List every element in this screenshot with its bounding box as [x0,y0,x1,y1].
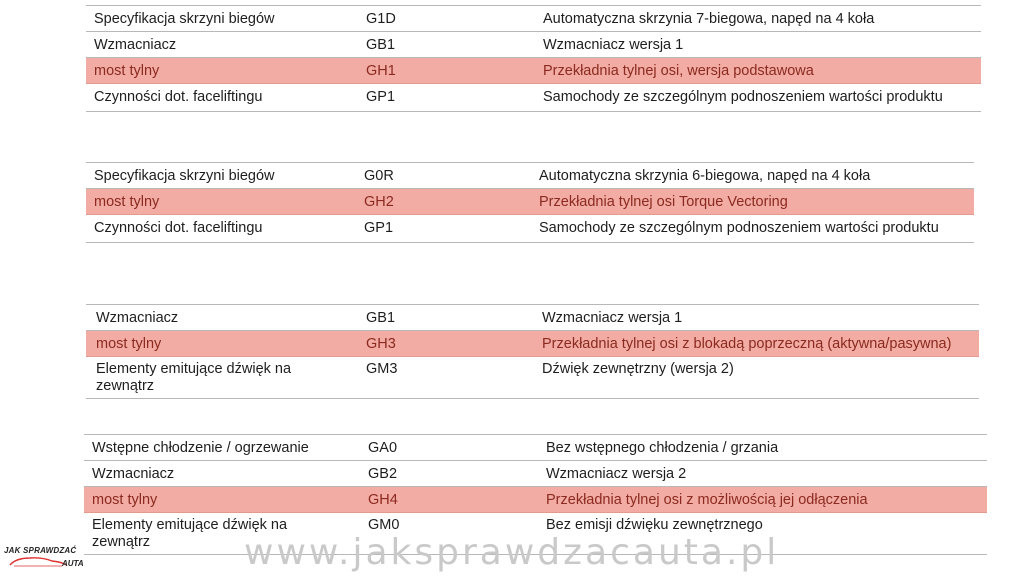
row-description: Samochody ze szczególnym podnoszeniem wartości produktu [543,89,943,105]
watermark-url: www.jaksprawdzacauta.pl [244,532,780,573]
table-row [86,6,981,32]
row-code: GB1 [366,37,396,53]
row-code: GH4 [368,492,398,508]
row-category: most tylny [94,63,160,79]
table-row-highlighted [84,487,987,513]
row-description: Przekładnia tylnej osi Torque Vectoring [539,194,788,210]
row-description: Bez emisji dźwięku zewnętrznego [546,517,763,533]
table-row [86,163,974,189]
row-description: Wzmacniacz wersja 1 [543,37,684,53]
row-code: GB1 [366,310,396,326]
row-code: GM3 [366,361,398,377]
row-code: G1D [366,11,396,27]
table-row [86,215,974,243]
row-description: Przekładnia tylnej osi, wersja podstawowa [543,63,814,79]
row-code: G0R [364,168,394,184]
row-code: GH1 [366,63,396,79]
table-row [84,461,987,487]
table-row [86,357,979,399]
row-category: Wstępne chłodzenie / ogrzewanie [92,440,309,456]
row-category: Wzmacniacz [92,466,175,482]
row-category: Wzmacniacz [96,310,179,326]
row-description: Bez wstępnego chłodzenia / grzania [546,440,779,456]
car-silhouette-icon [8,554,68,568]
row-description: Wzmacniacz wersja 2 [546,466,687,482]
row-category: most tylny [94,194,160,210]
row-description: Automatyczna skrzynia 7-biegowa, napęd na 4 koła [543,11,875,27]
row-code: GA0 [368,440,398,456]
row-category: most tylny [96,336,162,352]
logo-line-1: JAK SPRAWDZAĆ [4,546,77,555]
row-category: most tylny [92,492,158,508]
row-category: Wzmacniacz [94,37,177,53]
row-category: Specyfikacja skrzyni biegów [94,11,275,27]
table-row [84,435,987,461]
table-row [86,305,979,331]
row-description: Wzmacniacz wersja 1 [542,310,683,326]
row-code: GP1 [366,89,396,105]
row-code: GB2 [368,466,398,482]
row-description: Przekładnia tylnej osi z blokadą poprzeczną (aktywna/pasywna) [542,336,952,352]
logo-line-2: AUTA [62,559,84,568]
row-description: Automatyczna skrzynia 6-biegowa, napęd na 4 koła [539,168,871,184]
row-code: GP1 [364,220,394,236]
table-row-highlighted [86,331,979,357]
row-category: Elementy emitujące dźwięk na zewnątrz [96,361,292,394]
table-row [86,84,981,112]
row-category: Elementy emitujące dźwięk na zewnątrz [92,517,288,550]
row-description: Przekładnia tylnej osi z możliwością jej odłączenia [546,492,868,508]
row-category: Specyfikacja skrzyni biegów [94,168,275,184]
row-code: GH2 [364,194,394,210]
table-row-highlighted [86,189,974,215]
row-description: Dźwięk zewnętrzny (wersja 2) [542,361,734,377]
table-row [86,32,981,58]
row-description: Samochody ze szczególnym podnoszeniem wartości produktu [539,220,939,236]
row-category: Czynności dot. faceliftingu [94,220,263,236]
row-code: GM0 [368,517,400,533]
table-row-highlighted [86,58,981,84]
site-logo [4,546,88,572]
row-category: Czynności dot. faceliftingu [94,89,263,105]
row-code: GH3 [366,336,396,352]
